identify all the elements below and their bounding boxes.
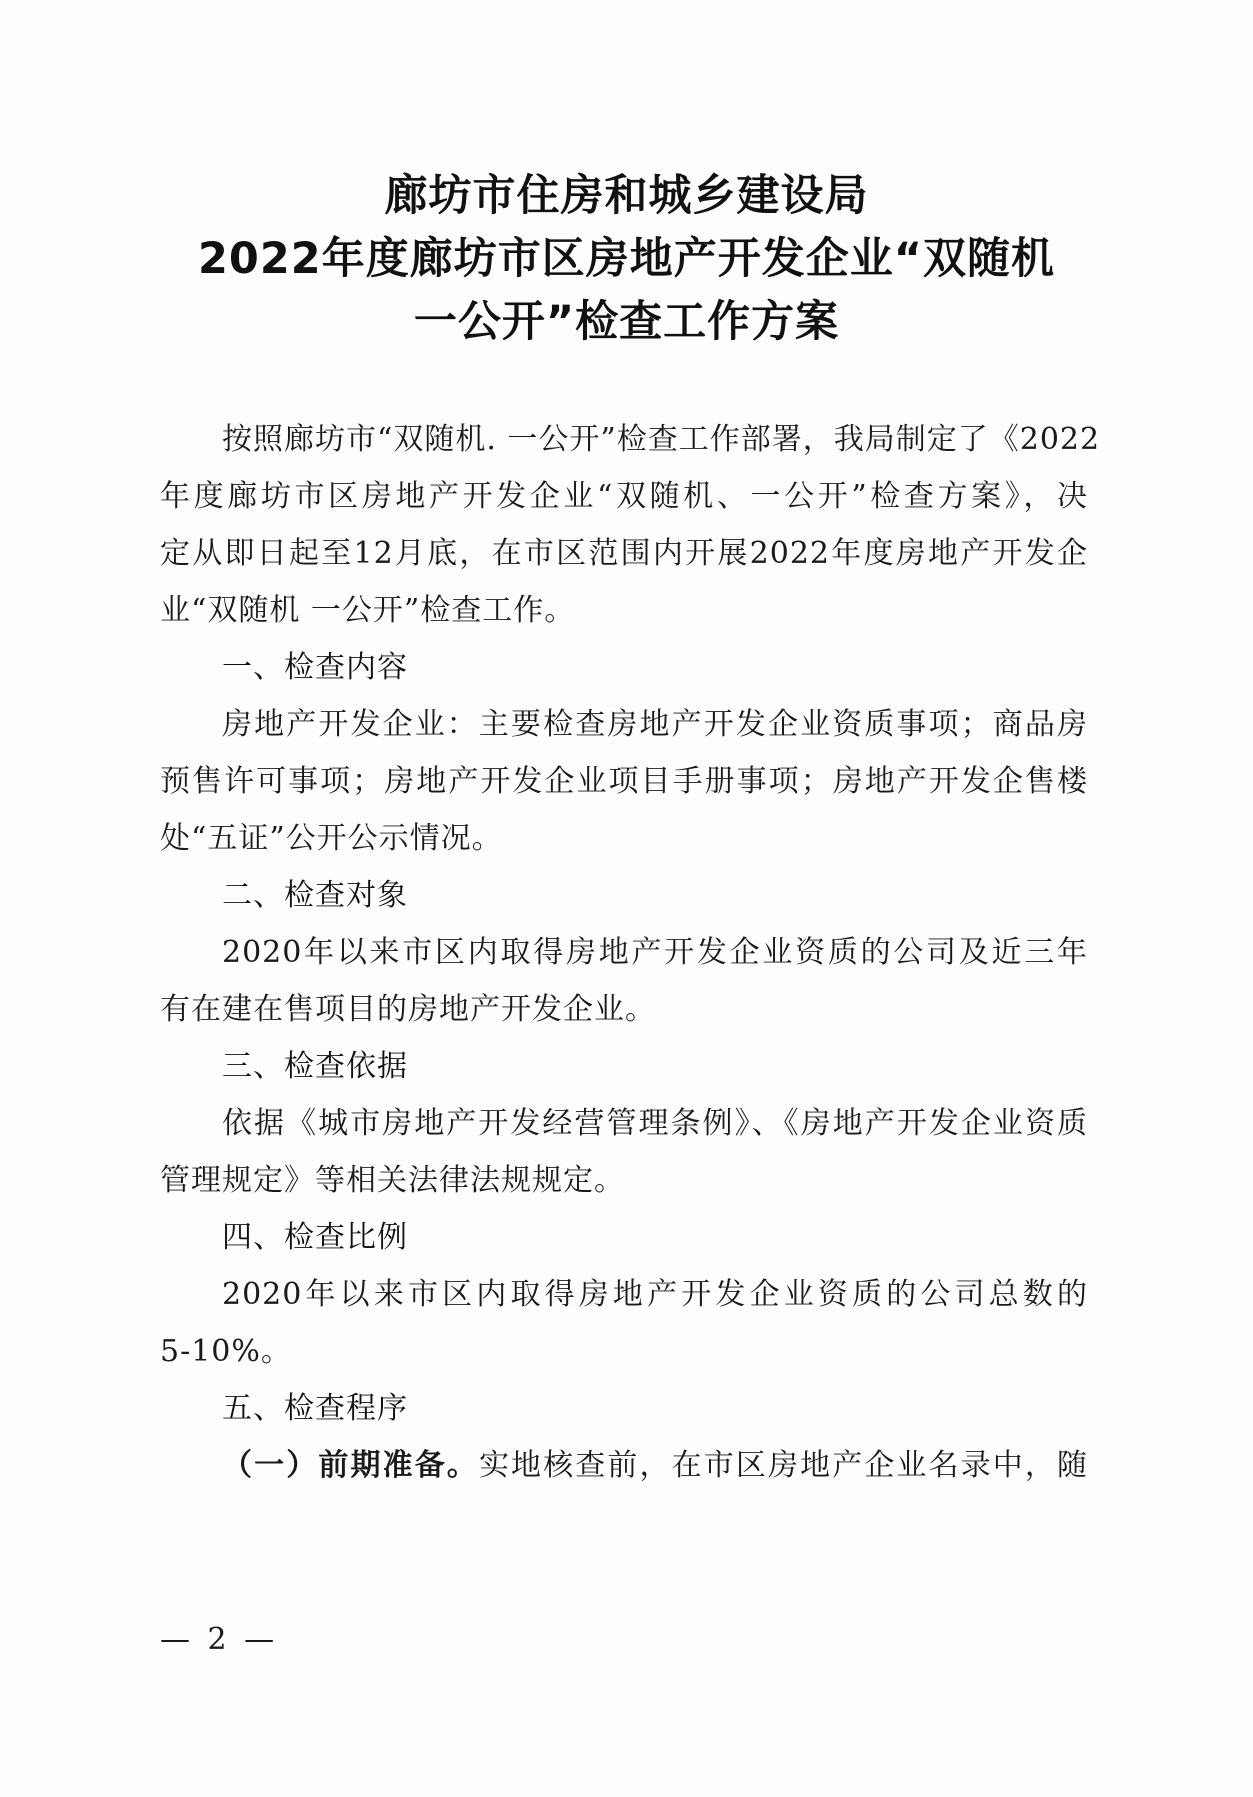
section-heading-1: 一、检查内容 [222,650,408,685]
section-heading-4: 四、检查比例 [222,1220,408,1255]
title-line-2: 2022年度廊坊市区房地产开发企业“双随机 [198,234,1055,284]
section-2-line-1: 2020年以来市区内取得房地产开发企业资质的公司及近三年 [222,935,1088,970]
title-line-1: 廊坊市住房和城乡建设局 [384,171,869,221]
intro-line-3: 定从即日起至12月底，在市区范围内开展2022年度房地产开发企 [160,536,1088,571]
title-line-3: 一公开”检查工作方案 [413,297,840,347]
intro-line-2: 年度廊坊市区房地产开发企业“双随机、一公开”检查方案》，决 [160,479,1088,514]
section-4-line-1: 2020年以来市区内取得房地产开发企业资质的公司总数的 [222,1277,1088,1312]
section-4-line-2: 5-10%。 [160,1334,292,1369]
section-heading-5: 五、检查程序 [222,1391,408,1426]
section-5-subsection-line [222,1446,1088,1486]
section-3-line-1: 依据《城市房地产开发经营管理条例》、《房地产开发企业资质 [222,1106,1088,1141]
intro-line-4: 业“双随机 一公开”检查工作。 [160,593,576,628]
page-number: — 2 — [160,1622,279,1657]
section-1-line-1: 房地产开发企业：主要检查房地产开发企业资质事项；商品房 [222,707,1088,742]
section-1-line-2: 预售许可事项；房地产开发企业项目手册事项；房地产开发企售楼 [160,764,1088,799]
section-3-line-2: 管理规定》等相关法律法规规定。 [160,1163,625,1198]
subsection-text: 实地核查前，在市区房地产企业名录中，随 [478,1448,1089,1483]
section-2-line-2: 有在建在售项目的房地产开发企业。 [160,992,656,1027]
intro-line-1: 按照廊坊市“双随机. 一公开”检查工作部署，我局制定了《2022 [222,422,1101,457]
section-1-line-3: 处“五证”公开公示情况。 [160,821,503,856]
subsection-label: （一）前期准备。 [222,1448,479,1483]
section-heading-2: 二、检查对象 [222,878,408,913]
section-heading-3: 三、检查依据 [222,1049,408,1084]
